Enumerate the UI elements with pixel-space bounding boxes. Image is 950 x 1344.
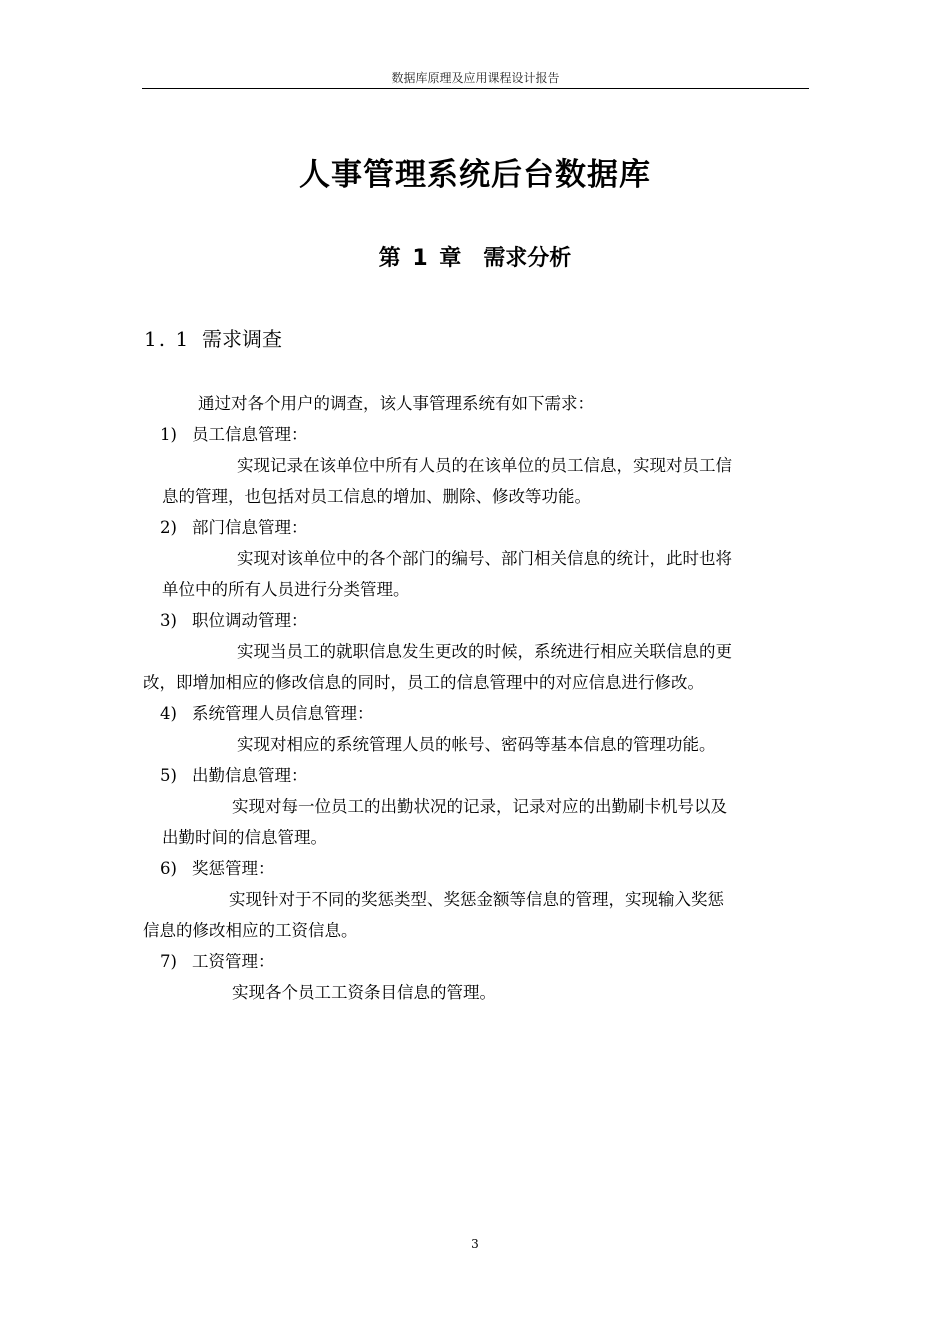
section-number: 1. 1 — [144, 327, 191, 351]
list-item-title: 出勤信息管理： — [192, 766, 308, 785]
list-item-text: 实现对该单位中的各个部门的编号、部门相关信息的统计，此时也将 — [237, 549, 732, 568]
list-item-number: 2) — [160, 518, 177, 537]
list-item-number: 5) — [160, 766, 177, 785]
list-item-text: 实现对每一位员工的出勤状况的记录，记录对应的出勤刷卡机号以及 — [232, 797, 727, 816]
list-item-text: 实现对相应的系统管理人员的帐号、密码等基本信息的管理功能。 — [237, 735, 716, 754]
list-item-text: 信息的修改相应的工资信息。 — [143, 921, 358, 940]
list-item-text: 实现当员工的就职信息发生更改的时候，系统进行相应关联信息的更 — [237, 642, 732, 661]
list-item-heading — [160, 610, 308, 632]
list-item-text: 改，即增加相应的修改信息的同时，员工的信息管理中的对应信息进行修改。 — [143, 673, 704, 692]
list-item-heading — [160, 858, 275, 880]
list-item-heading — [160, 424, 308, 446]
list-item-number: 4) — [160, 704, 177, 723]
list-item-heading — [160, 951, 275, 973]
list-item-heading — [160, 765, 308, 787]
list-item-title: 系统管理人员信息管理： — [192, 704, 374, 723]
list-item-title: 员工信息管理： — [192, 425, 308, 444]
list-item-number: 3) — [160, 611, 177, 630]
list-item-title: 工资管理： — [192, 952, 275, 971]
chapter-title: 第 1 章 需求分析 — [378, 246, 572, 271]
list-item-title: 职位调动管理： — [192, 611, 308, 630]
section-title: 需求调查 — [202, 327, 282, 351]
list-item-title: 部门信息管理： — [192, 518, 308, 537]
list-item-text: 实现各个员工工资条目信息的管理。 — [232, 983, 496, 1002]
running-header: 数据库原理及应用课程设计报告 — [391, 71, 560, 85]
list-item-text: 出勤时间的信息管理。 — [162, 828, 327, 847]
list-item-text: 实现记录在该单位中所有人员的在该单位的员工信息，实现对员工信 — [237, 456, 732, 475]
section-heading — [144, 324, 282, 354]
list-item-text: 单位中的所有人员进行分类管理。 — [162, 580, 410, 599]
list-item-heading — [160, 703, 374, 725]
header-rule — [142, 88, 809, 89]
list-item-number: 6) — [160, 859, 177, 878]
list-item-text: 息的管理，也包括对员工信息的增加、删除、修改等功能。 — [162, 487, 591, 506]
list-item-number: 7) — [160, 952, 177, 971]
page-number: 3 — [471, 1237, 479, 1251]
document-title: 人事管理系统后台数据库 — [299, 157, 651, 193]
list-item-text: 实现针对于不同的奖惩类型、奖惩金额等信息的管理，实现输入奖惩 — [229, 890, 724, 909]
list-item-heading — [160, 517, 308, 539]
intro-paragraph: 通过对各个用户的调查，该人事管理系统有如下需求： — [198, 394, 594, 413]
list-item-number: 1) — [160, 425, 177, 444]
list-item-title: 奖惩管理： — [192, 859, 275, 878]
